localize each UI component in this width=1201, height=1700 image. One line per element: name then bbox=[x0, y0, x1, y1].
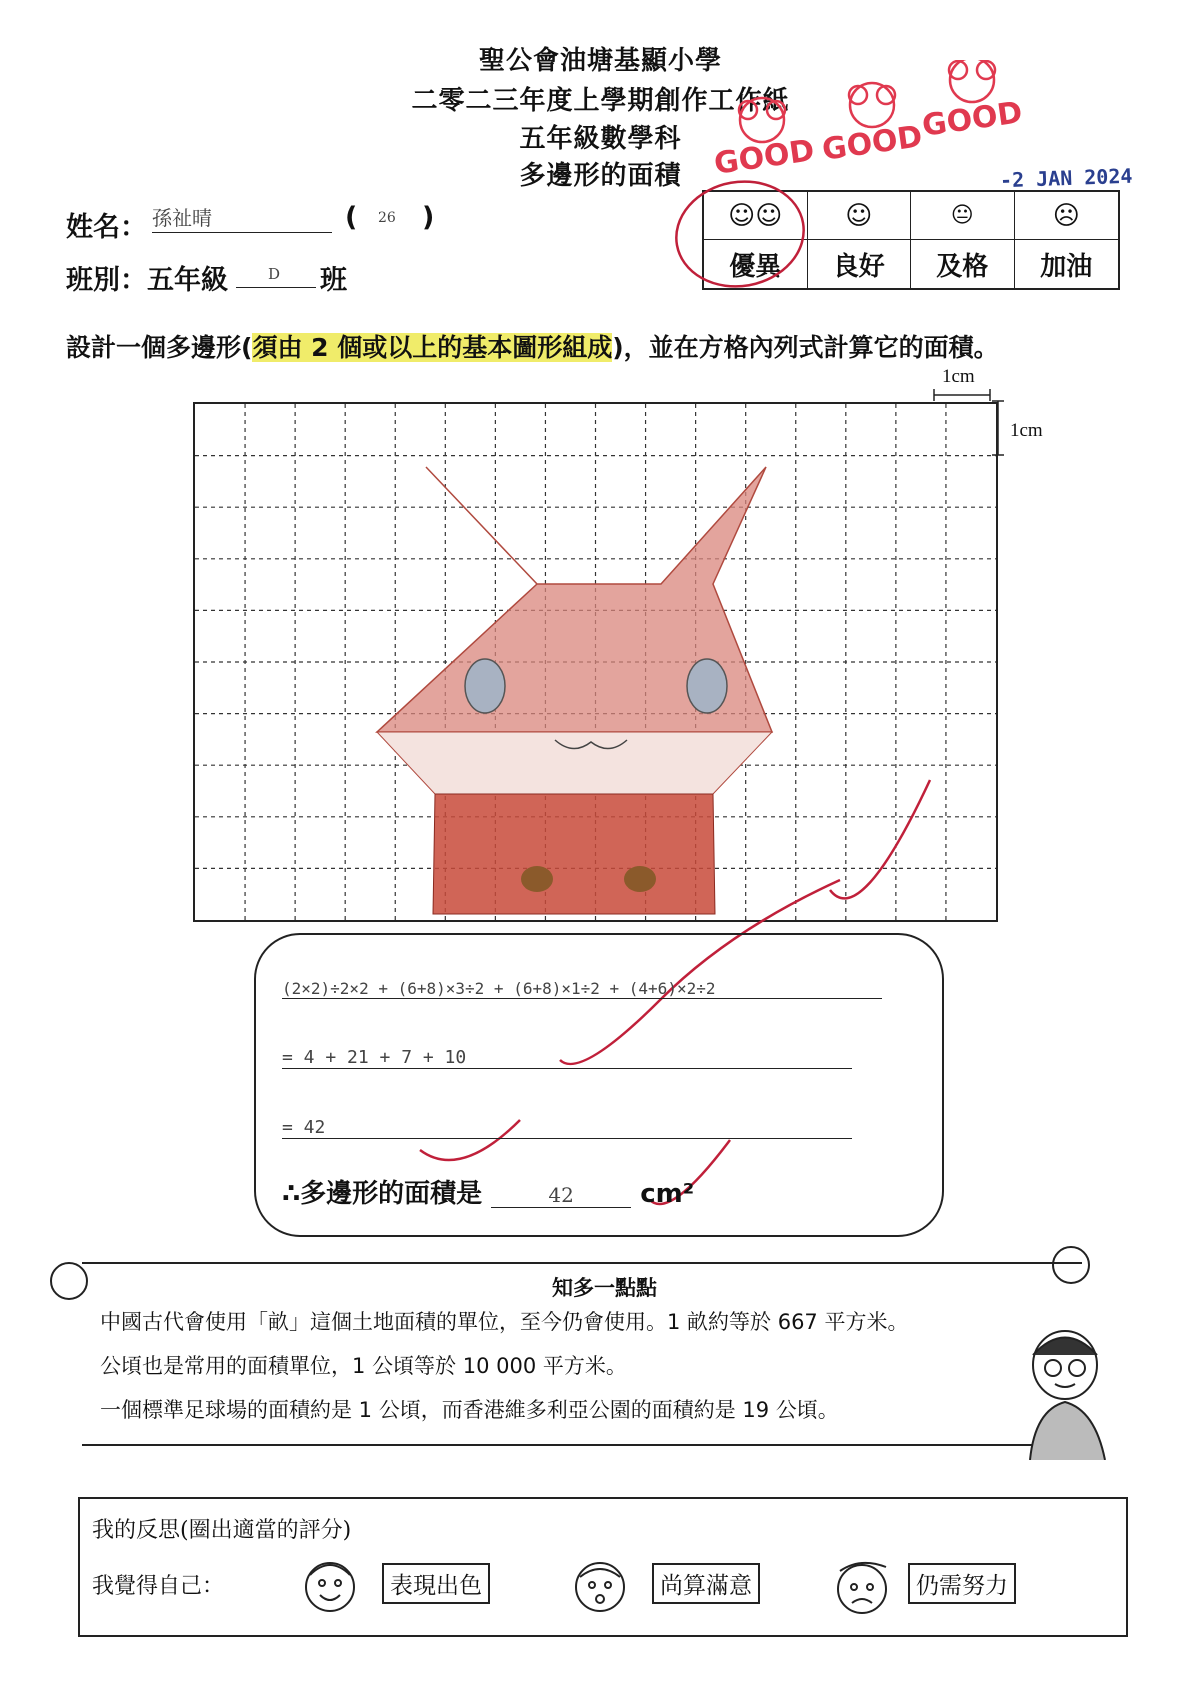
rating-label-pass: 及格 bbox=[911, 240, 1015, 288]
class-suffix: 班 bbox=[320, 265, 347, 296]
teacher-circle-mark bbox=[658, 168, 818, 308]
reflection-title: 我的反思(圈出適當的評分) bbox=[92, 1518, 352, 1543]
rating-face-pass: 😐 bbox=[911, 192, 1015, 240]
reflection-prompt: 我覺得自己： bbox=[92, 1574, 225, 1599]
school-name: 聖公會油塘基顯小學 bbox=[478, 46, 722, 76]
rating-label-try: 加油 bbox=[1040, 251, 1093, 282]
fact-line-3: 一個標準足球場的面積約是 1 公頃，而香港維多利亞公園的面積約是 19 公頃。 bbox=[100, 1398, 839, 1422]
name-value: 孫祉晴 bbox=[152, 206, 212, 230]
class-field bbox=[236, 283, 316, 288]
rating-label-excellent: 優異 bbox=[704, 240, 808, 288]
rating-face-excellent: ☺☺ bbox=[704, 192, 808, 240]
good-stamp-group bbox=[712, 60, 1042, 180]
student-number: 26 bbox=[378, 210, 396, 226]
date-stamp: -2 JAN 2024 bbox=[999, 163, 1133, 193]
worksheet-topic: 多邊形的面積 bbox=[519, 161, 682, 191]
worried-face-icon bbox=[830, 1553, 894, 1623]
reflection-option-excellent[interactable]: 表現出色 bbox=[382, 1563, 490, 1604]
good-stamp-1: GOOD bbox=[712, 133, 817, 182]
fact-line-2: 公頃也是常用的面積單位，1 公頃等於 10 000 平方米。 bbox=[100, 1354, 627, 1378]
fact-scroll-body bbox=[82, 1262, 1082, 1446]
calculation-box bbox=[254, 933, 944, 1237]
worksheet-subject: 五年級數學科 bbox=[519, 124, 682, 154]
fact-scroll bbox=[50, 1250, 1090, 1450]
class-value: D bbox=[268, 265, 281, 283]
good-stamp-2: GOOD bbox=[820, 119, 925, 168]
good-stamp-3: GOOD bbox=[920, 95, 1025, 144]
unit-label-vertical: 1cm bbox=[1010, 420, 1043, 441]
calc-line-2: = 4 + 21 + 7 + 10 bbox=[282, 1047, 852, 1069]
instruction-pre: 設計一個多邊形( bbox=[66, 333, 253, 362]
unit-label-horizontal: 1cm bbox=[942, 366, 975, 387]
rating-face-try: ☹ bbox=[1015, 192, 1119, 240]
number-open: ( bbox=[345, 202, 358, 233]
fact-line-1: 中國古代會使用「畝」這個土地面積的單位，至今仍會使用。1 畝約等於 667 平方米。 bbox=[100, 1310, 909, 1334]
name-label: 姓名： bbox=[66, 212, 147, 243]
happy-face-icon bbox=[298, 1553, 362, 1623]
answer-row bbox=[282, 1173, 694, 1210]
class-label: 班別：五年級 bbox=[66, 265, 228, 296]
number-close: ) bbox=[422, 202, 435, 233]
fact-title: 知多一點點 bbox=[552, 1276, 657, 1300]
calc-line-1: (2×2)÷2×2 + (6+8)×3÷2 + (6+8)×1÷2 + (4+6)×2÷2 bbox=[282, 979, 882, 999]
reflection-option-needs-effort[interactable]: 仍需努力 bbox=[908, 1563, 1016, 1604]
instruction-highlight: 須由 2 個或以上的基本圖形組成 bbox=[252, 333, 613, 362]
answer-value: 42 bbox=[491, 1183, 631, 1208]
instruction bbox=[66, 328, 999, 364]
answer-unit: cm² bbox=[640, 1179, 695, 1209]
rating-face-good: ☺ bbox=[808, 192, 912, 240]
rating-label-good: 良好 bbox=[808, 240, 912, 288]
reflection-box bbox=[78, 1497, 1128, 1637]
student-cartoon-icon bbox=[1010, 1320, 1120, 1460]
calc-line-3: = 42 bbox=[282, 1117, 852, 1139]
neutral-face-icon bbox=[568, 1553, 632, 1623]
answer-prefix: ∴多邊形的面積是 bbox=[282, 1179, 483, 1209]
reflection-option-satisfactory[interactable]: 尚算滿意 bbox=[652, 1563, 760, 1604]
instruction-post: )，並在方格內列式計算它的面積。 bbox=[612, 333, 999, 362]
worksheet-term: 二零二三年度上學期創作工作紙 bbox=[411, 86, 790, 116]
